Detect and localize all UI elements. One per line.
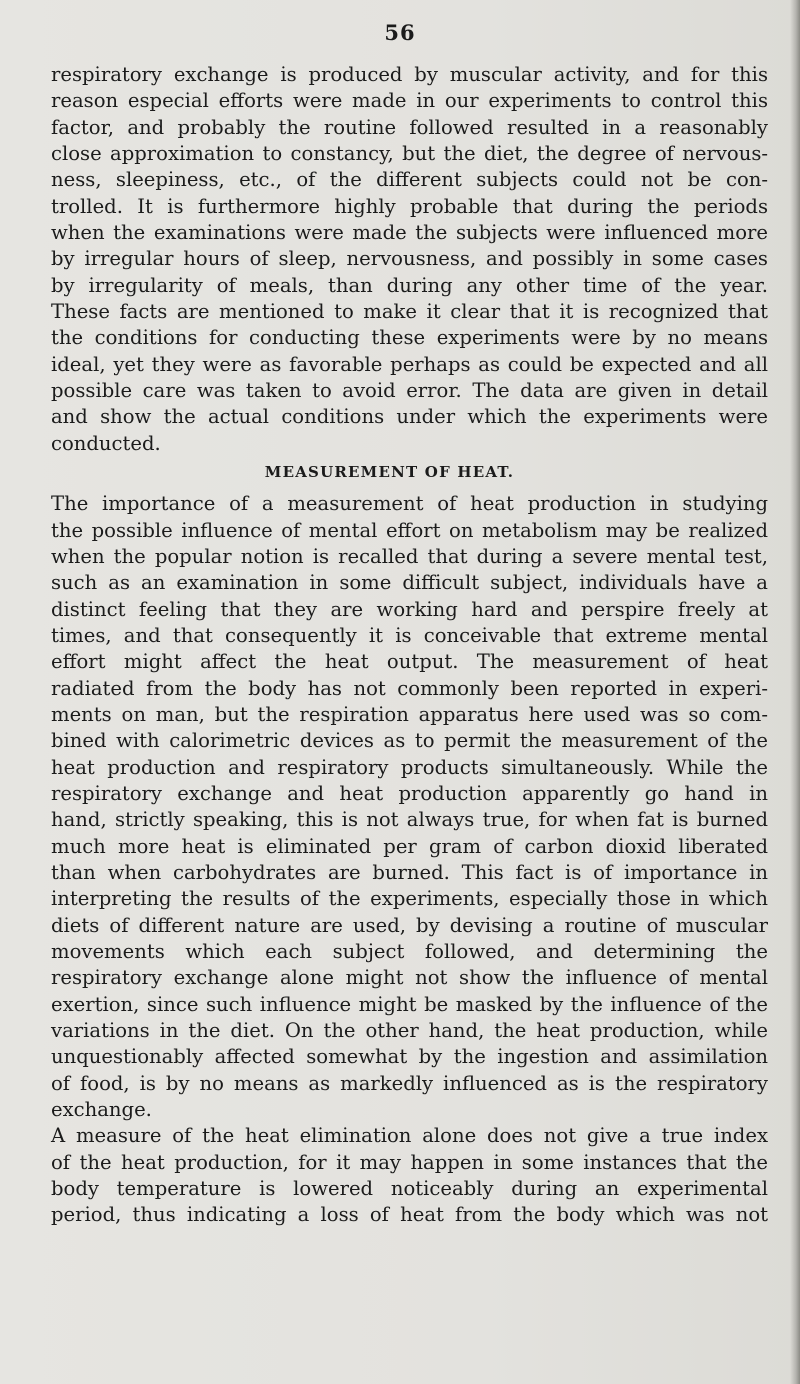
text-line: and show the actual conditions under which the experiments were <box>51 405 768 429</box>
text-line: unquestionably affected somewhat by the ingestion and assimilation <box>51 1045 768 1069</box>
text-line: factor, and probably the routine followed resulted in a reasonably <box>51 115 768 139</box>
text-line: possible care was taken to avoid error. The data are given in detail <box>51 379 768 403</box>
text-line: than when carbohydrates are burned. This fact is of importance in <box>51 860 768 884</box>
page-number: 56 <box>384 20 416 45</box>
text-line: of the heat production, for it may happen in some instances that the <box>51 1150 768 1174</box>
text-line: hand, strictly speaking, this is not always true, for when fat is burned <box>51 808 768 832</box>
paragraph-2 <box>51 491 768 1123</box>
text-line: respiratory exchange alone might not show the influence of mental <box>51 966 768 990</box>
text-line: interpreting the results of the experiments, especially those in which <box>51 887 768 911</box>
text-line: trolled. It is furthermore highly probable that during the periods <box>51 194 768 218</box>
text-line: the possible influence of mental effort on metabolism may be realized <box>51 518 768 542</box>
text-line: period, thus indicating a loss of heat from the body which was not <box>51 1203 768 1227</box>
text-line: bined with calorimetric devices as to permit the measurement of the <box>51 729 768 753</box>
page-spine-shadow <box>790 0 800 1384</box>
text-line: the conditions for conducting these experiments were by no means <box>51 326 768 350</box>
text-line: The importance of a measurement of heat production in studying <box>51 492 768 516</box>
text-line: radiated from the body has not commonly been reported in experi- <box>51 676 768 700</box>
text-line: reason especial efforts were made in our experiments to control this <box>51 89 768 113</box>
text-line: exertion, since such influence might be masked by the influence of the <box>51 992 768 1016</box>
text-line: times, and that consequently it is conceivable that extreme mental <box>51 623 768 647</box>
text-line: These facts are mentioned to make it clear that it is recognized that <box>51 300 768 324</box>
text-line: variations in the diet. On the other hand, the heat production, while <box>51 1019 768 1043</box>
text-line: ments on man, but the respiration apparatus here used was so com- <box>51 702 768 726</box>
text-line: exchange. <box>51 1098 152 1122</box>
text-line: when the popular notion is recalled that during a severe mental test, <box>51 544 768 568</box>
text-line: ideal, yet they were as favorable perhaps as could be expected and all <box>51 352 768 376</box>
paragraph-1 <box>51 62 768 457</box>
text-line: by irregularity of meals, than during any other time of the year. <box>51 273 768 297</box>
text-line: much more heat is eliminated per gram of carbon dioxid liberated <box>51 834 768 858</box>
text-line: diets of different nature are used, by devising a routine of muscular <box>51 913 768 937</box>
text-line: distinct feeling that they are working hard and perspire freely at <box>51 597 768 621</box>
text-line: ness, sleepiness, etc., of the different subjects could not be con- <box>51 168 768 192</box>
body-text <box>51 62 768 1229</box>
text-line: respiratory exchange and heat production apparently go hand in <box>51 781 768 805</box>
text-line: effort might affect the heat output. The measurement of heat <box>51 650 768 674</box>
text-line: A measure of the heat elimination alone does not give a true index <box>51 1124 768 1148</box>
text-line: body temperature is lowered noticeably during an experimental <box>51 1177 768 1201</box>
text-line: movements which each subject followed, and determining the <box>51 940 768 963</box>
paragraph-3 <box>51 1123 768 1228</box>
text-line: when the examinations were made the subjects were influenced more <box>51 221 768 245</box>
text-line: such as an examination in some difficult subject, individuals have a <box>51 571 768 595</box>
section-heading: MEASUREMENT OF HEAT. <box>264 463 515 482</box>
text-line: conducted. <box>51 431 161 455</box>
text-line: close approximation to constancy, but the diet, the degree of nervous- <box>51 142 768 166</box>
text-line: of food, is by no means as markedly influenced as is the respiratory <box>51 1071 768 1095</box>
text-line: by irregular hours of sleep, nervousness, and possibly in some cases <box>51 247 768 271</box>
text-line: respiratory exchange is produced by muscular activity, and for this <box>51 63 768 86</box>
text-line: heat production and respiratory products simultaneously. While the <box>51 755 768 779</box>
